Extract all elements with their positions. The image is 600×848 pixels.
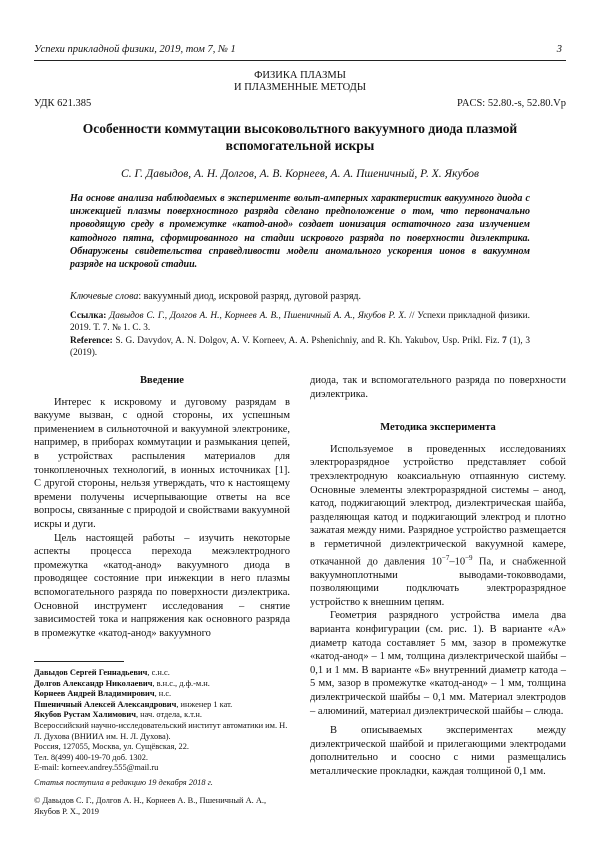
author-affiliations xyxy=(34,668,290,774)
method-p1-end: Па, и снабженной вакуумноплотными выводами-токовводами, позволяющими подключать электроразрядное устройство к внешним цепям. xyxy=(310,556,566,608)
method-p1-start: Используемое в проведенных исследованиях электроразрядное устройство представляет собой трехэлектродную коаксиальную отпаянную систему. Основные элементы электроразрядной системы – анод, катод, поджигающий электрод, диэлектрическая шайба, разделяющая катод и поджигающий электрод и плотно зажатая между ними. Разрядное устройство размещается в герметичной диэлектрической вакуумной камере, откачанной до давления 10 xyxy=(310,443,566,568)
copyright: © Давыдов С. Г., Долгов А. Н., Корнеев А. В., Пшеничный А. А., Якубов Р. Х., 2019 xyxy=(34,796,267,816)
intro-paragraph-2-continued: диода, так и вспомогательного разряда по поверхности диэлектрика. xyxy=(310,375,566,400)
footnote-divider xyxy=(34,661,124,662)
method-paragraph-3: В описываемых экспериментах между диэлектрической шайбой и прилегающими электродами дополнительно и соосно с ними размещались металлические прокладки, каждая толщиной 0,1 мм. xyxy=(310,725,566,777)
citation-ru-label: Ссылка: xyxy=(70,311,107,321)
pressure-exponent-1: −7 xyxy=(441,553,450,562)
intro-heading: Введение xyxy=(140,375,184,386)
citation-ru-rest: // Успехи прикладной физики. 2019. Т. 7. № 1. С. 3. xyxy=(70,311,530,333)
header-rule xyxy=(34,60,566,61)
running-title: Успехи прикладной физики, 2019, том 7, № 1 xyxy=(34,44,236,55)
pressure-exponent-2: −9 xyxy=(465,553,473,562)
affiliation-info: , н.с. xyxy=(154,689,172,699)
email: E-mail: korneev.andrey.555@mail.ru xyxy=(34,763,159,773)
keywords-label: Ключевые слова xyxy=(70,291,139,302)
affiliation-line xyxy=(34,668,290,679)
method-heading: Методика эксперимента xyxy=(380,422,496,434)
citation-en-text: S. G. Davydov, A. N. Dolgov, A. V. Korneev, A. A. Pshenichniy, and R. Kh. Yakubov, Usp. Prikl. Fiz. xyxy=(112,336,503,346)
affiliation-name: Корнеев Андрей Владимирович xyxy=(34,689,155,699)
citation-russian xyxy=(70,310,530,334)
pressure-range-dash: –10 xyxy=(449,556,466,568)
paper-title: Особенности коммутации высоковольтного вакуумного диода плазмой вспомогательной искры xyxy=(82,121,518,153)
right-column xyxy=(310,374,566,779)
citation-en-rest: (1), 3 (2019). xyxy=(70,336,530,358)
affiliation-name: Якубов Рустам Халимович xyxy=(34,710,136,720)
affiliation-line xyxy=(34,679,290,690)
pacs-code: PACS: 52.80.-s, 52.80.Vp xyxy=(456,98,566,109)
paper-authors: С. Г. Давыдов, А. Н. Долгов, А. В. Корнеев, А. А. Пшеничный, Р. Х. Якубов xyxy=(121,168,479,180)
affiliation-info: , с.н.с. xyxy=(147,668,170,677)
method-paragraph-2: Геометрия разрядного устройства имела два варианта конфигурации (см. рис. 1). В варианте «А» диаметр катода составляет 5 мм, зазор в промежутке «катод-анод» – 1 мм, толщина диэлектрической шайбы – 0,1 и 1 мм. В варианте «Б» внутренний диаметр катода – 5 мм, зазор в промежутке «катод-анод» – 1 мм, толщина диэлектрической шайбы – 0,1 мм. Материал электродов – алюминий, материал диэлектрической шайбы – слюда. xyxy=(310,610,566,717)
udk-code: УДК 621.385 xyxy=(34,98,92,109)
affiliation-name: Пшеничный Алексей Александрович xyxy=(34,699,177,709)
affiliation-info: , нач. отдела, к.т.н. xyxy=(135,710,202,720)
phone: Тел. 8(499) 400-19-70 доб. 1302. xyxy=(34,752,149,762)
section-line-2: И ПЛАЗМЕННЫЕ МЕТОДЫ xyxy=(233,82,366,93)
affiliation-info: , инженер 1 кат. xyxy=(176,699,233,709)
keywords-text: : вакуумный диод, искровой разряд, дуговой разряд. xyxy=(138,291,362,302)
intro-paragraph-2: Цель настоящей работы – изучить некоторые аспекты процесса перехода межэлектродного промежутка «катод-анод» вакуумного диода в проводящее состояние при инжекции в него плазмы вспомогательного разряда по поверхности диэлектрика. Основной инструмент исследования – снятие зависимостей тока и напряжения как основного разряда в промежутке «катод-анод» вакуумного xyxy=(34,532,290,639)
citation-en-volume: 7 xyxy=(502,336,507,346)
keywords xyxy=(70,290,530,303)
method-paragraph-1 xyxy=(310,443,566,610)
citation-ru-authors: Давыдов С. Г., Долгов А. Н., Корнеев А. В., Пшеничный А. А., Якубов Р. Х. xyxy=(109,311,407,321)
affiliation-line xyxy=(34,700,290,711)
affiliation-name: Долгов Александр Николаевич xyxy=(34,678,153,688)
section-line-1: ФИЗИКА ПЛАЗМЫ xyxy=(254,70,346,81)
address: Россия, 127055, Москва, ул. Сущёвская, 22. xyxy=(34,742,189,752)
intro-section xyxy=(34,374,290,640)
affiliation-info: , в.н.с., д.ф.-м.н. xyxy=(152,678,210,688)
journal-section-heading xyxy=(0,70,600,94)
received-date: Статья поступила в редакцию 19 декабря 2018 г. xyxy=(34,778,213,787)
abstract: На основе анализа наблюдаемых в эксперименте вольт-амперных характеристик вакуумного диода с инжекцией плазмы поверхностного разряда сделано предположение о том, что первоначально проводящую среду в промежутке «катод-анод» создает ионизация остаточного газа излучением катодного пятна, сформированного на стадии искрового разряда по поверхности диэлектрика. Обнаружены свидетельства справедливости модели аномального ускорения ионов в вакуумном разряде на искровой стадии. xyxy=(70,193,530,271)
affiliation-line xyxy=(34,710,290,721)
affiliation-line xyxy=(34,689,290,700)
affiliation-name: Давыдов Сергей Геннадьевич xyxy=(34,668,148,677)
page-number: 3 xyxy=(556,44,562,55)
citation-en-label: Reference: xyxy=(70,336,113,346)
intro-paragraph-1: Интерес к искровому и дуговому разрядам в вакууме вызван, с одной стороны, их успешным применением в сильноточной и вакуумной электронике, например, в приборах коммутации и размыкания цепей, в устройствах распыления материалов для тонкопленочных технологий, в ионных источниках [1]. С другой стороны, нельзя утверждать, что к настоящему времени получены исчерпывающие ответы на все вопросы, связанные с природой и свойствами вакуумной искры и дуги. xyxy=(34,396,290,530)
citation-english xyxy=(70,335,530,359)
institution: Всероссийский научно-исследовательский институт автоматики им. Н. Л. Духова (ВНИИА им. Н. Л. Духова). xyxy=(34,720,288,741)
